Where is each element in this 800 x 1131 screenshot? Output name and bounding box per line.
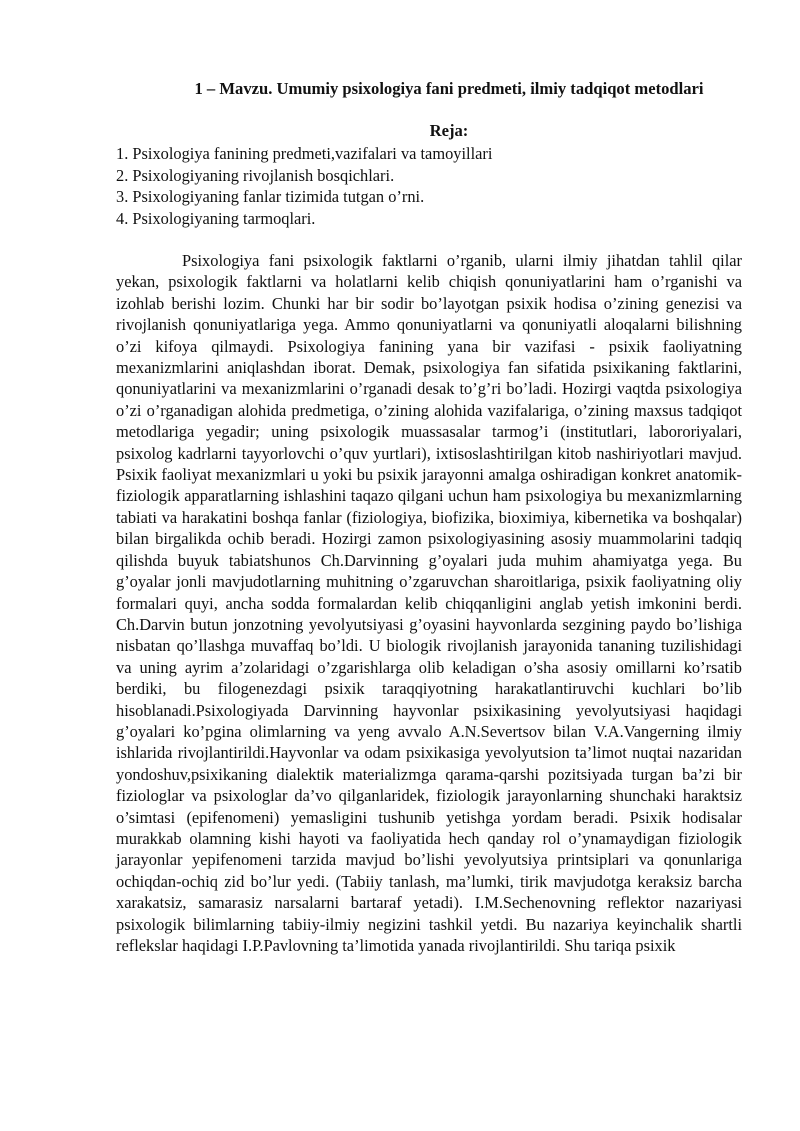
plan-heading: Reja: xyxy=(429,121,469,140)
plan-item: 3. Psixologiyaning fanlar tizimida tutgan o’rni. xyxy=(116,187,425,206)
plan-item: 2. Psixologiyaning rivojlanish bosqichlari. xyxy=(116,165,395,185)
plan-list xyxy=(116,143,780,229)
plan-item: 4. Psixologiyaning tarmoqlari. xyxy=(116,208,316,228)
body-paragraph: Psixologiya fani psixologik faktlarni o’rganib, ularni ilmiy jihatdan tahlil qilar yekan, psixologik faktlarni va holatlarni kelib chiqish qonuniyatlarini ham o’rganishi va izohlab berishi lozim. Chunki har bir sodir bo’layotgan psixik hodisa o’zining genezisi va rivojlanish qonuniyatlariga yega. Ammo qonuniyatlarni va qonuniyatli aloqalarni bilishning o’zi kifoya qilmaydi. Psixologiya fanining yana bir vazifasi - psixik faoliyatning mexanizmlarini aniqlashdan iborat. Demak, psixologiya fan sifatida psixikaning faktlarini, qonuniyatlarini va mexanizmlarini o’rganadi desak to’g’ri bo’ladi. Hozirgi vaqtda psixologiya o’zi o’rganadigan alohida predmetiga, o’zining alohida vazifalariga, o’zining maxsus tadqiqot metodlariga yegadir; uning psixologik muassasalar tarmog’i (institutlari, labororiyalari, psixolog kadrlarni tayyorlovchi o’quv yurtlari), ixtisoslashtirilgan kitob nashiriyotlari mavjud. Psixik faoliyat mexanizmlari u yoki bu psixik jarayonni amalga oshiradigan konkret anatomik-fiziologik apparatlarning ishlashini taqazo qilgani uchun ham psixologiya bu mexanizmlarning tabiati va harakatini boshqa fanlar (fiziologiya, biofizika, bioximiya, kibernetika va boshqalar) bilan birgalikda ochib beradi. Hozirgi zamon psixologiyasining asosiy muammolarini tadqiq qilishda buyuk tabiatshunos Ch.Darvinning g’oyalari juda muhim ahamiyatga yega. Bu g’oyalar jonli mavjudotlarning muhitning o’zgaruvchan sharoitlariga, psixik faoliyatning oliy formalari quyi, ancha sodda formalardan kelib chiqqanligini anglab yetish imkonini berdi. Ch.Darvin butun jonzotning yevolyutsiyasi g’oyasini hayvonlarda sezgining paydo bo’lishiga nisbatan qo’llashga muvaffaq bo’ldi. U biologik rivojlanish jarayonida tananing tuzilishidagi va uning ayrim a’zolaridagi o’zgarishlarga olib keladigan o’sha asosiy omillarni ko’rsatib berdiki, bu filogenezdagi psixik taraqqiyotning harakatlantiruvchi kuchlari bo’lib hisoblanadi.Psixologiyada Darvinning hayvonlar psixikasining yevolyutsiyasi haqidagi g’oyalari ko’pgina olimlarning va yeng avvalo A.N.Severtsov bilan V.A.Vangerning ilmiy ishlarida rivojlantirildi.Hayvonlar va odam psixikasiga yevolyutsion ta’limot nuqtai nazaridan yondoshuv,psixikaning dialektik materializmga qarama-qarshi pozitsiyada turgan ba’zi bir fiziologlar va psixologlar da’vo qilganlaridek, fiziologik jarayonlarning shunchaki haraktsiz o’simtasi (epifenomeni) yemasligini tushunib yetishga yordam beradi. Psixik hodisalar murakkab olamning kishi hayoti va faoliyatida hech qanday rol o’ynamaydigan fiziologik jarayonlar yepifenomeni tarzida mavjud bo’lishi yevolyutsiya printsiplari va qonunlariga ochiqdan-ochiq zid bo’lur yedi. (Tabiiy tanlash, ma’lumki, tirik mavjudotga keraksiz barcha xarakatsiz, samarasiz narsalarni bartaraf yetadi). I.M.Sechenovning reflektor nazariyasi psixologik bilimlarning tabiiy-ilmiy negizini tashkil yetdi. Bu nazariya keyinchalik shartli reflekslar haqidagi I.P.Pavlovning ta’limotida yanada rivojlantirildi. Shu tariqa psixik xyxy=(116,251,742,955)
document-title: 1 – Mavzu. Umumiy psixologiya fani predmeti, ilmiy tadqiqot metodlari xyxy=(194,79,704,98)
plan-item: 1. Psixologiya fanining predmeti,vazifalari va tamoyillari xyxy=(116,144,493,163)
